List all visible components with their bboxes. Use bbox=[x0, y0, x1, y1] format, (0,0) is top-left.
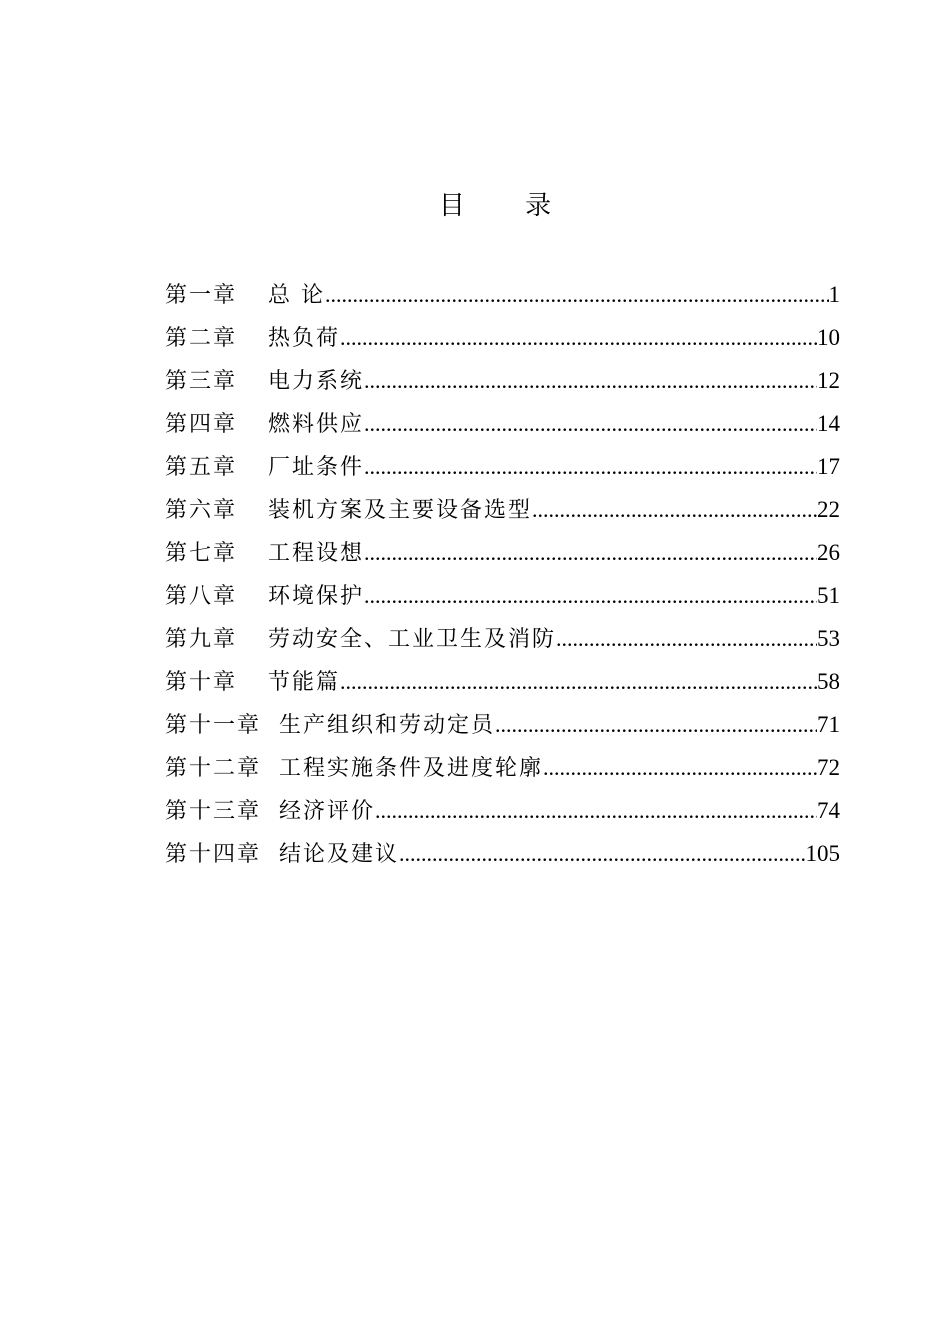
page-number: 1 bbox=[828, 282, 840, 307]
toc-entry[interactable] bbox=[165, 576, 840, 619]
page-number: 26 bbox=[817, 540, 840, 565]
dot-leader bbox=[375, 791, 817, 831]
chapter-number: 第十二章 bbox=[165, 756, 262, 781]
page-number: 17 bbox=[817, 454, 840, 479]
dot-leader bbox=[364, 404, 817, 444]
chapter-title: 环境保护 bbox=[268, 584, 365, 609]
chapter-title: 燃料供应 bbox=[268, 412, 365, 437]
chapter-title: 生产组织和劳动定员 bbox=[279, 713, 496, 738]
page-number: 12 bbox=[817, 368, 840, 393]
dot-leader bbox=[364, 447, 817, 487]
chapter-number: 第十三章 bbox=[165, 799, 262, 824]
page-number: 58 bbox=[817, 669, 840, 694]
chapter-number: 第十一章 bbox=[165, 713, 262, 738]
chapter-title: 工程设想 bbox=[268, 541, 365, 566]
chapter-number: 第四章 bbox=[165, 412, 238, 437]
toc-entry[interactable] bbox=[165, 404, 840, 447]
chapter-number: 第八章 bbox=[165, 584, 238, 609]
toc-entry[interactable] bbox=[165, 834, 840, 877]
toc-entry[interactable] bbox=[165, 490, 840, 533]
toc-entry[interactable] bbox=[165, 318, 840, 361]
chapter-number: 第六章 bbox=[165, 498, 238, 523]
chapter-title: 节能篇 bbox=[268, 670, 341, 695]
chapter-number: 第十章 bbox=[165, 670, 238, 695]
chapter-title: 经济评价 bbox=[279, 799, 376, 824]
dot-leader bbox=[556, 619, 817, 659]
chapter-number: 第七章 bbox=[165, 541, 238, 566]
page-number: 74 bbox=[817, 798, 840, 823]
chapter-number: 第二章 bbox=[165, 326, 238, 351]
toc-entry[interactable] bbox=[165, 791, 840, 834]
chapter-number: 第一章 bbox=[165, 283, 238, 308]
chapter-title: 热负荷 bbox=[268, 326, 341, 351]
page-number: 72 bbox=[817, 755, 840, 780]
chapter-number: 第十四章 bbox=[165, 842, 262, 867]
dot-leader bbox=[364, 576, 817, 616]
dot-leader bbox=[364, 361, 817, 401]
page-number: 105 bbox=[805, 841, 840, 866]
dot-leader bbox=[340, 662, 817, 702]
page-number: 10 bbox=[817, 325, 840, 350]
chapter-title: 工程实施条件及进度轮廓 bbox=[279, 756, 544, 781]
toc-entry[interactable] bbox=[165, 705, 840, 748]
page-number: 51 bbox=[817, 583, 840, 608]
page-number: 53 bbox=[817, 626, 840, 651]
chapter-title: 总 论 bbox=[268, 283, 325, 308]
toc-entry[interactable] bbox=[165, 447, 840, 490]
page-title: 目 录 bbox=[438, 191, 578, 221]
table-of-contents bbox=[165, 275, 840, 877]
toc-entry[interactable] bbox=[165, 533, 840, 576]
toc-entry[interactable] bbox=[165, 275, 840, 318]
toc-entry[interactable] bbox=[165, 662, 840, 705]
page-number: 22 bbox=[817, 497, 840, 522]
toc-entry[interactable] bbox=[165, 748, 840, 791]
chapter-title: 装机方案及主要设备选型 bbox=[268, 498, 533, 523]
dot-leader bbox=[325, 275, 829, 315]
dot-leader bbox=[364, 533, 817, 573]
chapter-title: 厂址条件 bbox=[268, 455, 365, 480]
toc-entry[interactable] bbox=[165, 619, 840, 662]
chapter-title: 电力系统 bbox=[268, 369, 365, 394]
chapter-title: 结论及建议 bbox=[279, 842, 400, 867]
dot-leader bbox=[495, 705, 817, 745]
chapter-number: 第三章 bbox=[165, 369, 238, 394]
page-number: 14 bbox=[817, 411, 840, 436]
dot-leader bbox=[543, 748, 817, 788]
page-number: 71 bbox=[817, 712, 840, 737]
dot-leader bbox=[532, 490, 817, 530]
chapter-number: 第五章 bbox=[165, 455, 238, 480]
chapter-number: 第九章 bbox=[165, 627, 238, 652]
toc-entry[interactable] bbox=[165, 361, 840, 404]
dot-leader bbox=[340, 318, 817, 358]
chapter-title: 劳动安全、工业卫生及消防 bbox=[268, 627, 557, 652]
dot-leader bbox=[399, 834, 805, 874]
